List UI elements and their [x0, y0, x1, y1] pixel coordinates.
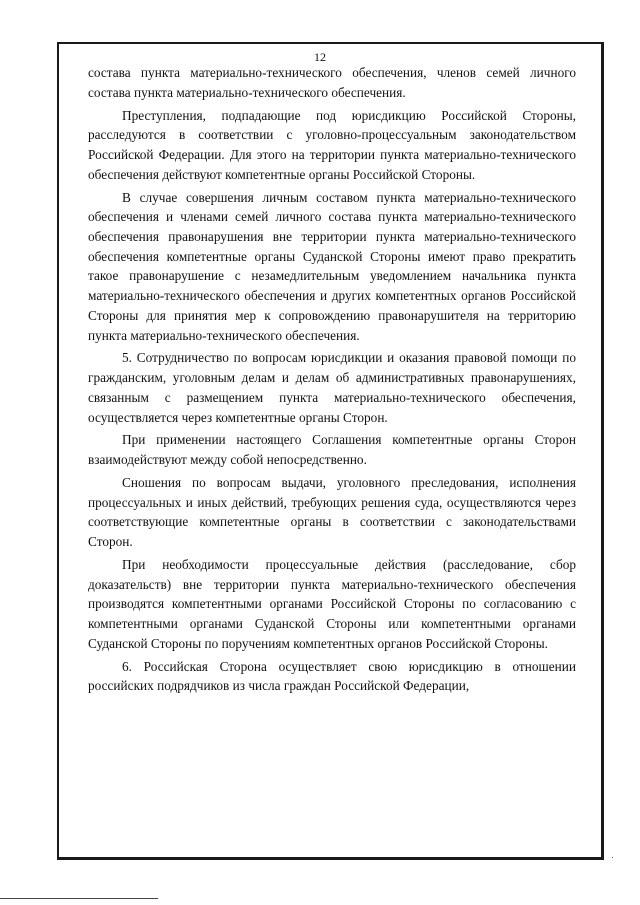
paragraph: При применении настоящего Соглашения компетентные органы Сторон взаимодействуют между собой непосредственно.: [88, 432, 576, 468]
paragraph-continuation: состава пункта материально-технического обеспечения, членов семей личного состава пункта материально-технического обеспечения.: [88, 65, 576, 100]
page-number: 12: [314, 50, 326, 64]
paragraph: 5. Сотрудничество по вопросам юрисдикции и оказания правовой помощи по гражданским, уголовным делам и делам об административных правонарушениях, связанным с размещением пункта материально-технического обеспечения, осуществляется через компетентные органы Сторон.: [88, 350, 576, 425]
paragraph: В случае совершения личным составом пункта материально-технического обеспечения и членами семей личного состава пункта материально-технического обеспечения правонарушения вне территории пункта материально-технического обеспечения компетентные органы Суданской Стороны имеют право прекратить такое правонарушение с незамедлительным уведомлением начальника пункта материально-технического обеспечения и других компетентных органов Российской Стороны для принятия мер к сопровождению правонарушителя на территорию пункта материально-технического обеспечения.: [88, 189, 576, 343]
document-body: [88, 63, 576, 699]
paragraph: Преступления, подпадающие под юрисдикцию Российской Стороны, расследуются в соответствии с уголовно-процессуальным законодательством Российской Федерации. Для этого на территории пункта материально-технического обеспечения действуют компетентные органы Российской Стороны.: [88, 107, 576, 182]
scan-speck: [612, 857, 613, 858]
paragraph: Сношения по вопросам выдачи, уголовного преследования, исполнения процессуальных и иных действий, требующих решения суда, осуществляются через соответствующие компетентные органы в соответствии с законодательствами Сторон.: [88, 475, 576, 550]
paragraph: 6. Российская Сторона осуществляет свою юрисдикцию в отношении российских подрядчиков из числа граждан Российской Федерации,: [88, 658, 576, 694]
paragraph: При необходимости процессуальные действия (расследование, сбор доказательств) вне территории пункта материально-технического обеспечения производятся компетентными органами Российской Стороны по согласованию с компетентными органами Суданской Стороны или компетентными органами Суданской Стороны по поручениям компетентных органов Российской Стороны.: [88, 557, 576, 651]
footer-divider: [0, 898, 158, 899]
